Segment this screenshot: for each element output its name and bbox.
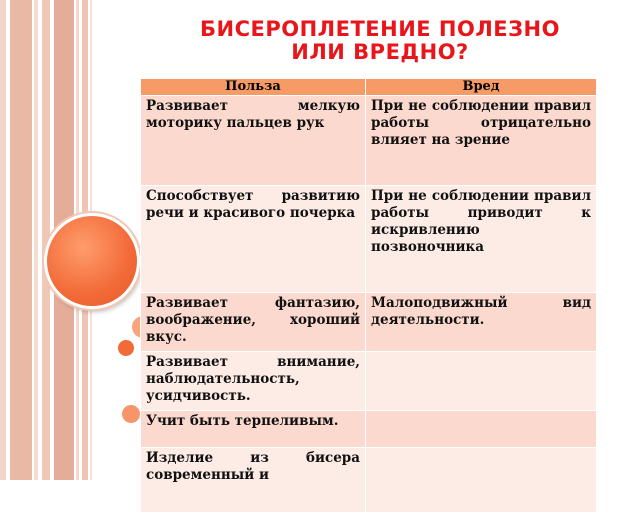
harm-cell [366, 411, 597, 448]
decorative-circle [122, 405, 140, 423]
benefit-cell: Развивает фантазию, воображение, хороший вкус. [141, 293, 366, 352]
stripe [10, 0, 32, 480]
harm-cell [366, 352, 597, 411]
title-line-2: ИЛИ ВРЕДНО? [291, 40, 469, 64]
harm-cell: При не соблюдении правил работы приводит к искривлению позвоночника [366, 186, 597, 293]
header-harm: Вред [366, 79, 597, 96]
decorative-circle [118, 340, 134, 356]
header-benefit: Польза [141, 79, 366, 96]
table-header-row [141, 79, 597, 96]
stripe [0, 0, 6, 480]
decorative-circle-large [44, 213, 140, 309]
pros-cons-table [140, 78, 597, 513]
benefit-cell: Способствует развитию речи и красивого почерка [141, 186, 366, 293]
benefit-cell: Развивает внимание, наблюдательность, усидчивость. [141, 352, 366, 411]
stripe [34, 0, 38, 480]
harm-cell: Малоподвижный вид деятельности. [366, 293, 597, 352]
benefit-cell: Развивает мелкую моторику пальцев рук [141, 96, 366, 186]
table-row [141, 293, 597, 352]
harm-cell [366, 448, 597, 513]
benefit-cell: Изделие из бисера современный и [141, 448, 366, 513]
table-row [141, 411, 597, 448]
table-row [141, 448, 597, 513]
table-row [141, 352, 597, 411]
benefit-cell: Учит быть терпеливым. [141, 411, 366, 448]
title-line-1: БИСЕРОПЛЕТЕНИЕ ПОЛЕЗНО [200, 17, 560, 41]
harm-cell: При не соблюдении правил работы отрицательно влияет на зрение [366, 96, 597, 186]
table-row [141, 186, 597, 293]
page-title [130, 18, 630, 64]
table-row [141, 96, 597, 186]
